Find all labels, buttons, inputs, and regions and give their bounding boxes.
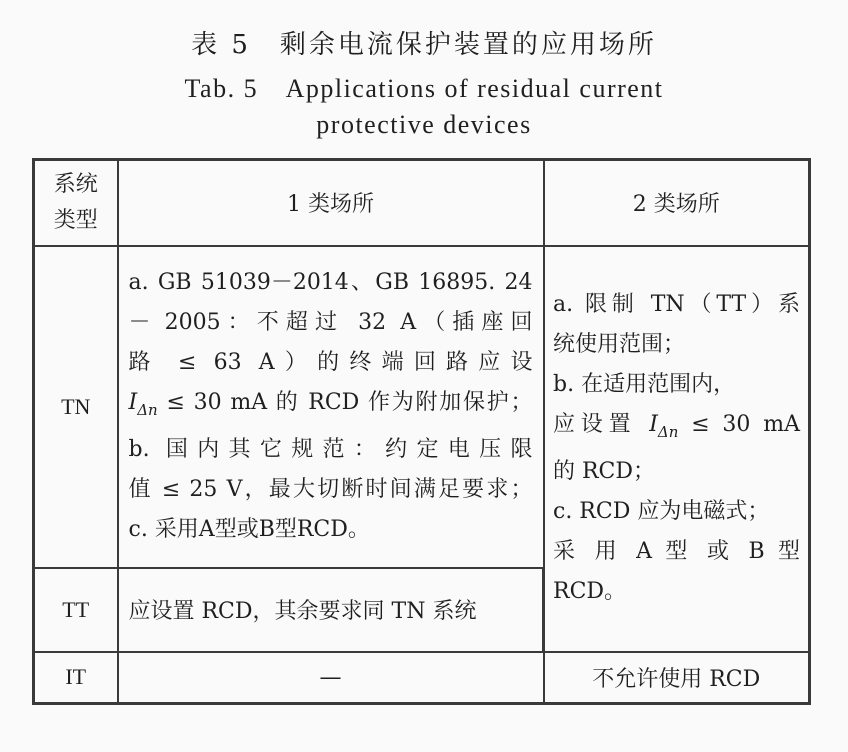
tn-tt-class2-cell bbox=[544, 246, 810, 652]
class2-line: a. 限制 TN（TT）系 bbox=[553, 292, 800, 317]
class2-line: RCD。 bbox=[553, 579, 627, 604]
header-row bbox=[34, 160, 810, 246]
class2-line: 的 RCD； bbox=[553, 459, 656, 484]
system-it: IT bbox=[34, 652, 118, 704]
tn-class1-cell bbox=[118, 246, 544, 568]
tn-class1-line: b. 国内其它规范：约定电压限 bbox=[128, 437, 533, 462]
table-caption-cn: 表 5 剩余电流保护装置的应用场所 bbox=[191, 30, 657, 60]
tn-class1-line: 值 ≤ 25 V，最大切断时间满足要求； bbox=[128, 477, 533, 502]
class2-line-with-symbol: 应设置 $I_{\Delta n} \le 30$ mA bbox=[553, 412, 800, 441]
table-caption-en-line2: protective devices bbox=[316, 110, 532, 139]
it-class2-cell: 不允许使用 RCD bbox=[544, 652, 810, 704]
it-class1-cell: — bbox=[118, 652, 544, 704]
rcd-applications-table bbox=[32, 158, 811, 705]
i-delta-n-symbol: $I_{\Delta n}$ bbox=[649, 412, 679, 441]
header-system-type-line2: 类型 bbox=[53, 207, 98, 233]
i-delta-n-symbol: $I_{\Delta n}$ bbox=[128, 390, 158, 419]
system-tt: TT bbox=[34, 568, 118, 652]
header-system-type-line1: 系统 bbox=[53, 171, 98, 197]
header-class1: 1 类场所 bbox=[118, 160, 544, 246]
header-system-type bbox=[34, 160, 118, 246]
class2-line: b. 在适用范围内， bbox=[553, 372, 736, 397]
table-row-tn bbox=[34, 246, 810, 568]
class2-line: c. RCD 应为电磁式； bbox=[553, 499, 770, 524]
tn-class1-line: c. 采用A型或B型RCD。 bbox=[128, 517, 370, 542]
system-tn: TN bbox=[34, 246, 118, 568]
tn-class1-line: － 2005：不超过 32 A（插座回 bbox=[128, 310, 533, 335]
class2-line: 统使用范围； bbox=[553, 332, 686, 357]
tn-class1-line: 路 ≤ 63 A）的终端回路应设 bbox=[128, 350, 533, 375]
class2-line: 采 用 A 型 或 B 型 bbox=[553, 539, 800, 564]
tn-class1-line: a. GB 51039－2014、GB 16895. 24 bbox=[128, 270, 533, 295]
table-caption-en-line1: Tab. 5 Applications of residual current bbox=[184, 74, 664, 103]
table-row-it bbox=[34, 652, 810, 704]
tt-class1-cell: 应设置 RCD，其余要求同 TN 系统 bbox=[118, 568, 544, 652]
tn-class1-line-with-symbol: $I_{\Delta n} \le 30$ mA 的 RCD 作为附加保护； bbox=[128, 390, 533, 419]
header-class2: 2 类场所 bbox=[544, 160, 810, 246]
